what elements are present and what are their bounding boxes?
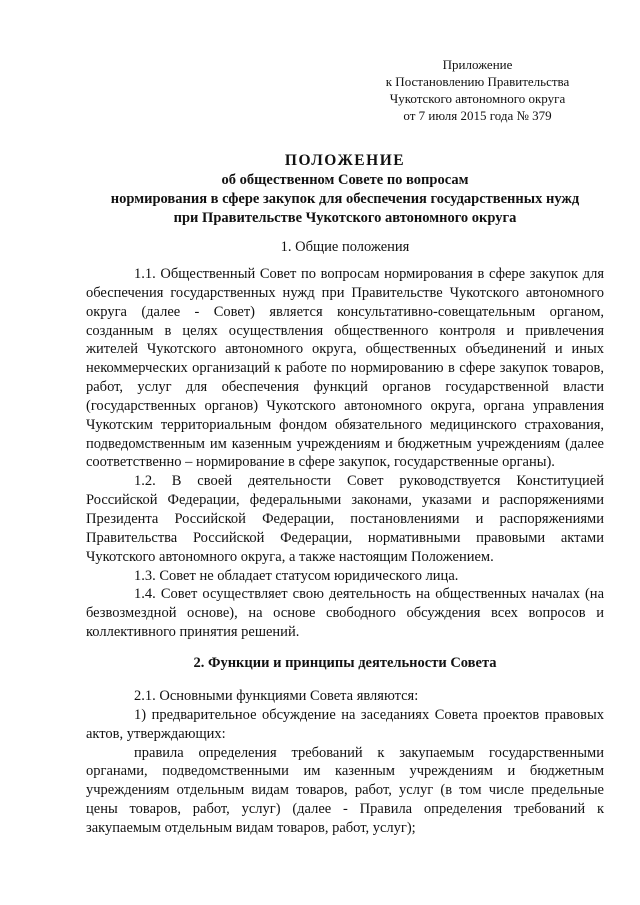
document-title <box>60 151 630 228</box>
appendix-line: Чукотского автономного округа <box>389 91 566 106</box>
appendix-line: от 7 июля 2015 года № 379 <box>403 108 552 123</box>
paragraph: 2.1. Основными функциями Совета являются: <box>134 688 419 704</box>
section-heading-general: 1. Общие положения <box>280 239 410 255</box>
section-body-general <box>86 265 604 642</box>
appendix-block <box>360 56 595 124</box>
section-heading-functions: 2. Функции и принципы деятельности Совета <box>193 655 497 671</box>
paragraph: правила определения требований к закупаемым государственными органами, подведомственными им казенным учреждениям и бюджетным учреждениям отдельным видам товаров, работ, услуг (в том числе предельные цены товаров, работ, услуг) (далее - Правила определения требований к закупаемым отдельным видам товаров, работ, услуг); <box>86 744 604 836</box>
section-body-functions <box>86 687 604 838</box>
paragraph: 1.1. Общественный Совет по вопросам нормирования в сфере закупок для обеспечения государственных нужд при Правительстве Чукотского автономного округа (далее - Совет) является консультативно-совещательным органом, созданным в целях осуществления общественного контроля и привлечения жителей Чукотского автономного округа, общественных объединений и иных некоммерческих организаций к работе по нормированию в сфере закупок товаров, работ, услуг для обеспечения функций органов государственной власти (государственных органов) Чукотского автономного округа, органа управления Чукотским территориальным фондом обязательного медицинского страхования, подведомственным им казенным учреждениям и бюджетным учреждениям (далее соответственно – нормирование в сфере закупок, государственные органы). <box>86 266 604 471</box>
paragraph: 1.2. В своей деятельности Совет руководствуется Конституцией Российской Федерации, федеральными законами, указами и распоряжениями Президента Российской Федерации, постановлениями и распоряжениями Правительства Российской Федерации, нормативными правовыми актами Чукотского автономного округа, а также настоящим Положением. <box>86 473 604 565</box>
title-line: нормирования в сфере закупок для обеспечения государственных нужд <box>110 191 580 207</box>
appendix-line: Приложение <box>442 57 513 72</box>
title-main: ПОЛОЖЕНИЕ <box>284 152 406 169</box>
title-line: при Правительстве Чукотского автономного округа <box>173 210 517 226</box>
paragraph: 1) предварительное обсуждение на заседаниях Совета проектов правовых актов, утверждающих: <box>86 706 604 742</box>
appendix-line: к Постановлению Правительства <box>385 74 570 89</box>
paragraph: 1.3. Совет не обладает статусом юридического лица. <box>134 567 459 584</box>
title-line: об общественном Совете по вопросам <box>221 172 469 188</box>
paragraph: 1.4. Совет осуществляет свою деятельность на общественных началах (на безвозмездной основе), на основе свободного обсуждения всех вопросов и коллективного принятия решений. <box>86 586 604 641</box>
